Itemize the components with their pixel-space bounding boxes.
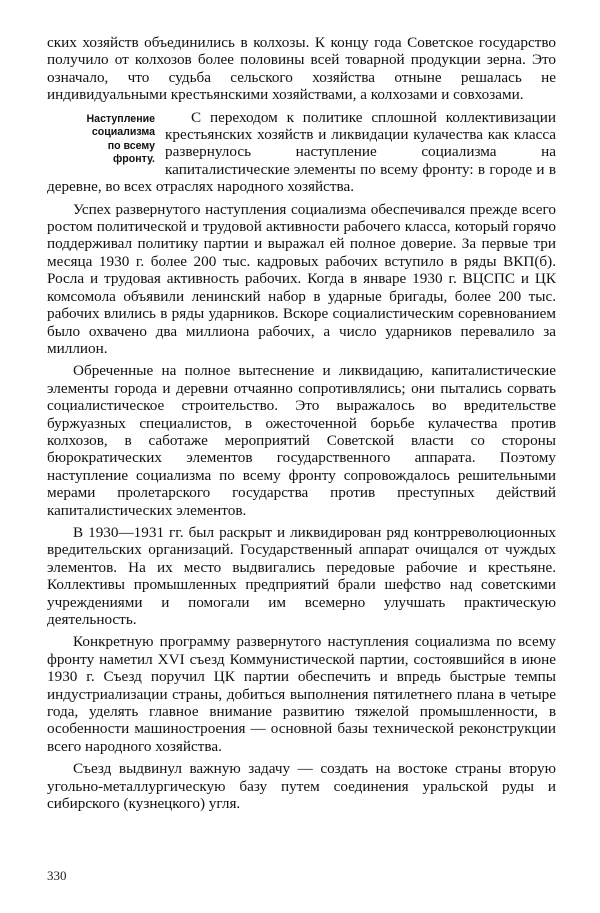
- paragraph-1: ских хозяйств объединились в колхозы. К концу года Советское государство получило от колхозов более половины всей товарной продукции зерна. Это означало, что судьба сельского хозяйства отныне решалась не индивидуальными крестьянскими хозяйствами, а колхозами и совхозами.: [47, 34, 556, 104]
- margin-note-line-2: социализма: [91, 126, 155, 139]
- page-body: [47, 34, 556, 812]
- paragraph-5: В 1930—1931 гг. был раскрыт и ликвидирован ряд контрреволюционных вредительских организаций. Государственный аппарат очищался от чуждых элементов. На их место выдвигались передовые рабочие и крестьяне. Коллективы промышленных предприятий брали шефство над советскими учреждениями и помогали им всемерно улучшать практическую деятельность.: [47, 523, 556, 628]
- page-number: 330: [47, 868, 67, 883]
- paragraph-3: Успех развернутого наступления социализма обеспечивался прежде всего ростом политической и трудовой активности рабочего класса, который горячо поддерживал политику партии и выражал ей полное доверие. За первые три месяца 1930 г. более 200 тыс. кадровых рабочих вступило в ряды ВКП(б). Росла и трудовая активность рабочих. Когда в январе 1930 г. ВЦСПС и ЦК комсомола объявили ленинский набор в ударные бригады, более 200 тыс. рабочих влились в ряды ударников. Вскоре социалистическим соревнованием было охвачено два миллиона рабочих, а число ударников перевалило за миллион.: [47, 200, 556, 357]
- paragraph-2-text: С переходом к политике сплошной коллективизации крестьянских хозяйств и ликвидации кулачества как класса развернулось наступление социализма на капиталистические элементы по всему фронту: в городе и в деревне, во всех отраслях народного хозяйства.: [47, 108, 556, 196]
- paragraph-6: Конкретную программу развернутого наступления социализма по всему фронту наметил XVI съезд Коммунистической партии, состоявшийся в июне 1930 г. Съезд поручил ЦК партии обеспечить и впредь быстрые темпы индустриализации страны, добиться выполнения пятилетнего плана в четыре года, уделять главное внимание развитию тяжелой промышленности, в особенности машиностроения — основной базы технической реконструкции всего народного хозяйства.: [47, 633, 556, 755]
- margin-note-line-1: Наступление: [86, 112, 155, 125]
- paragraph-2: [47, 109, 556, 196]
- paragraph-7: Съезд выдвинул важную задачу — создать на востоке страны вторую угольно-металлургическую базу путем соединения уральской руды и сибирского (кузнецкого) угля.: [47, 760, 556, 813]
- margin-note-line-3: по всему фронту.: [107, 139, 155, 166]
- paragraph-4: Обреченные на полное вытеснение и ликвидацию, капиталистические элементы города и деревни отчаянно сопротивлялись; они пытались сорвать социалистическое строительство. Это выражалось во вредительстве буржуазных специалистов, в ожесточенной борьбе кулачества против колхозов, в саботаже мероприятий Советской власти со стороны бюрократических элементов государственного аппарата. Поэтому наступление социализма по всему фронту сопровождалось решительными мерами пролетарского государства против преступных действий капиталистических элементов.: [47, 362, 556, 519]
- margin-note: [47, 113, 155, 167]
